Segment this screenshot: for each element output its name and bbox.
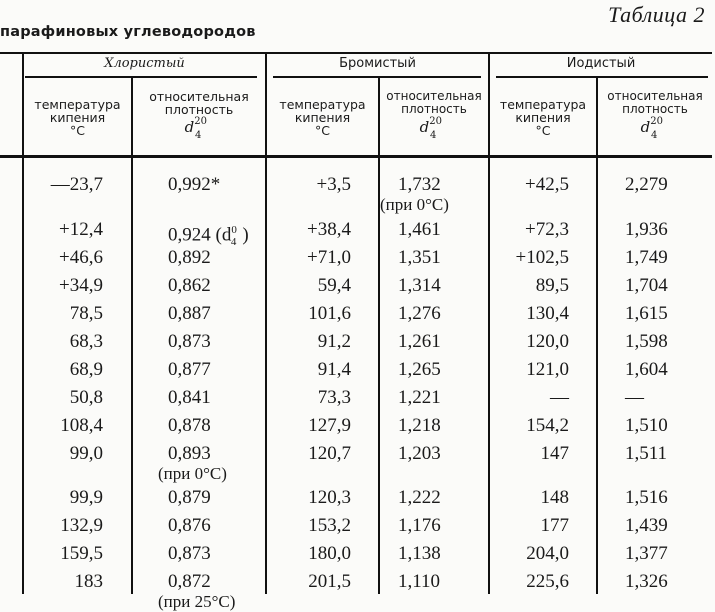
- table-subtitle: парафиновых углеводородов: [0, 24, 256, 40]
- cell-value: 1,110: [398, 571, 441, 592]
- cell-value: 0,873: [168, 331, 211, 352]
- cell-value: 1,265: [398, 359, 441, 380]
- cell-value: 2,279: [625, 174, 668, 195]
- cell-note: (при 25°C): [158, 592, 236, 611]
- symbol: d: [640, 118, 651, 136]
- table-cell-cl-d: [168, 360, 263, 380]
- table-cell-cl-d: [168, 304, 263, 324]
- density-symbol: [133, 116, 265, 141]
- cell-value: 91,2: [317, 331, 351, 352]
- table-cell-br-d: [398, 544, 478, 564]
- table-cell-cl-t: [13, 360, 103, 380]
- header-line: относительная: [607, 89, 703, 103]
- cell-value: 1,326: [625, 571, 668, 592]
- table-cell-br-d: [398, 516, 478, 536]
- superscript: 0: [231, 224, 237, 236]
- table-cell-i-t: [494, 544, 569, 564]
- table-cell-br-t: [271, 572, 351, 592]
- table-cell-i-t: [494, 572, 569, 592]
- cell-value: 1,377: [625, 543, 668, 564]
- cell-value: 1,615: [625, 303, 668, 324]
- symbol: d: [419, 118, 430, 136]
- table-cell-cl-t: [13, 220, 103, 240]
- header-line: температура: [34, 97, 121, 112]
- cell-value: 1,221: [398, 387, 441, 408]
- group-rule-brom: [273, 76, 481, 78]
- group-header-iod: Иодистый: [566, 56, 636, 71]
- sup: 20: [194, 116, 207, 127]
- table-cell-i-t: [494, 416, 569, 436]
- table-cell-i-t: [494, 444, 569, 464]
- sub: 4: [650, 130, 658, 141]
- cell-value: 1,176: [398, 515, 441, 536]
- cell-value: 101,6: [308, 303, 351, 324]
- col-header-temp-brom: [267, 98, 378, 137]
- cell-value: 0,924 (d: [168, 224, 232, 246]
- cell-value: 0,878: [168, 415, 211, 436]
- header-unit: °C: [315, 123, 330, 138]
- cell-value: 91,4: [317, 359, 351, 380]
- header-line: плотность: [622, 102, 688, 116]
- col-header-density-brom: [380, 90, 488, 141]
- cell-value: 68,9: [69, 359, 103, 380]
- table-cell-cl-t: [13, 175, 103, 195]
- table-cell-cl-t: [13, 544, 103, 564]
- table-cell-i-d: [625, 544, 705, 564]
- group-header-chlor: Хлористый: [104, 56, 185, 71]
- cell-value: 0,841: [168, 387, 211, 408]
- cell-value: 0,862: [168, 275, 211, 296]
- table-cell-i-d: [625, 516, 705, 536]
- table-cell-br-t: [271, 360, 351, 380]
- group-header-brom: Бромистый: [339, 56, 416, 71]
- header-line: плотность: [401, 102, 467, 116]
- header-line: температура: [499, 97, 587, 112]
- cell-value: 153,2: [308, 515, 351, 536]
- cell-value: +46,6: [59, 247, 103, 268]
- cell-value: 120,3: [308, 487, 351, 508]
- table-cell-i-d: [625, 360, 705, 380]
- table-cell-cl-d: [168, 388, 263, 408]
- table-cell-br-d: [398, 220, 478, 240]
- sup: 20: [429, 116, 442, 127]
- cell-value: 1,604: [625, 359, 668, 380]
- cell-value: 68,3: [69, 331, 103, 352]
- table-cell-i-t: [494, 332, 569, 352]
- table-cell-cl-t: [13, 248, 103, 268]
- cell-value: 1,203: [398, 443, 441, 464]
- table-cell-br-t: [271, 304, 351, 324]
- col-header-density-iod: [598, 90, 712, 141]
- cell-value: 1,138: [398, 543, 441, 564]
- header-unit: °C: [535, 123, 551, 138]
- cell-value: 159,5: [60, 543, 103, 564]
- cell-value: 108,4: [60, 415, 103, 436]
- table-cell-i-d: [625, 220, 705, 240]
- table-cell-cl-d: [168, 488, 263, 508]
- cell-value: 180,0: [308, 543, 351, 564]
- table-cell-br-t: [271, 488, 351, 508]
- table-cell-br-d: [380, 174, 478, 215]
- table-cell-br-t: [271, 248, 351, 268]
- cell-value: 1,218: [398, 415, 441, 436]
- cell-value: 1,314: [398, 275, 441, 296]
- table-cell-cl-t: [13, 276, 103, 296]
- cell-value: 1,598: [625, 331, 668, 352]
- cell-value: +34,9: [59, 275, 103, 296]
- group-rule-iod: [496, 76, 708, 78]
- table-cell-cl-t: [13, 488, 103, 508]
- divider-iod-inner: [596, 78, 598, 594]
- cell-value: 1,276: [398, 303, 441, 324]
- table-cell-i-d: [625, 388, 705, 408]
- cell-value: 154,2: [526, 415, 569, 436]
- col-header-density-chlor: [133, 90, 265, 141]
- cell-value: 0,876: [168, 515, 211, 536]
- cell-value: 0,992*: [168, 174, 221, 195]
- table-cell-i-d: [625, 488, 705, 508]
- table-cell-i-d: [625, 416, 705, 436]
- table-cell-cl-d: [168, 175, 263, 195]
- table-cell-i-d: [625, 248, 705, 268]
- table-cell-br-d: [398, 388, 478, 408]
- table-cell-br-t: [271, 388, 351, 408]
- cell-value: —: [550, 387, 569, 408]
- cell-value: 1,732: [398, 174, 441, 195]
- table-cell-cl-t: [13, 516, 103, 536]
- table-cell-cl-d: [168, 276, 263, 296]
- cell-value: 1,511: [625, 443, 668, 464]
- cell-value: 177: [540, 515, 569, 536]
- cell-value: 50,8: [69, 387, 103, 408]
- table-caption: Таблица 2: [608, 2, 705, 27]
- table-cell-i-t: [494, 516, 569, 536]
- top-rule: [0, 52, 712, 54]
- header-line: кипения: [49, 110, 106, 125]
- table-cell-cl-d: [168, 332, 263, 352]
- table-cell-br-t: [271, 444, 351, 464]
- header-line: температура: [279, 97, 366, 112]
- cell-value: 89,5: [535, 275, 569, 296]
- table-cell-cl-d: [168, 516, 263, 536]
- table-cell-br-d: [398, 304, 478, 324]
- table-cell-br-t: [271, 276, 351, 296]
- header-line: относительная: [386, 89, 482, 103]
- table-cell-i-t: [494, 175, 569, 195]
- cell-value: 120,7: [308, 443, 351, 464]
- table-cell-br-d: [398, 572, 478, 592]
- table-cell-cl-t: [13, 572, 103, 592]
- header-line: кипения: [294, 110, 351, 125]
- cell-value: 201,5: [308, 571, 351, 592]
- cell-value: +3,5: [316, 174, 351, 195]
- cell-value: +38,4: [307, 219, 351, 240]
- table-cell-cl-t: [13, 332, 103, 352]
- table-cell-br-t: [271, 516, 351, 536]
- table-cell-cl-d: [168, 248, 263, 268]
- table-cell-br-t: [271, 220, 351, 240]
- cell-value: 1,516: [625, 487, 668, 508]
- cell-note: (при 0°C): [158, 464, 227, 483]
- cell-value: 0,887: [168, 303, 211, 324]
- cell-value: 183: [74, 571, 103, 592]
- table-cell-br-d: [398, 248, 478, 268]
- cell-value: 132,9: [60, 515, 103, 536]
- cell-value: +71,0: [307, 247, 351, 268]
- table-cell-i-t: [494, 276, 569, 296]
- group-rule-chlor: [25, 76, 257, 78]
- table-cell-i-t: [494, 304, 569, 324]
- cell-value: 78,5: [69, 303, 103, 324]
- cell-value: 99,0: [69, 443, 103, 464]
- table-cell-i-d: [625, 444, 705, 464]
- table-cell-cl-d: [158, 571, 263, 612]
- cell-value: 0,893: [168, 443, 211, 464]
- sub: 4: [194, 130, 202, 141]
- cell-value: 1,439: [625, 515, 668, 536]
- table-cell-br-d: [398, 332, 478, 352]
- header-line: относительная: [149, 89, 249, 104]
- cell-value: 204,0: [526, 543, 569, 564]
- cell-value: 1,510: [625, 415, 668, 436]
- cell-note: (при 0°C): [380, 195, 449, 214]
- table-cell-cl-d: [158, 443, 263, 484]
- cell-value: 59,4: [317, 275, 351, 296]
- cell-value: 0,872: [168, 571, 211, 592]
- table-cell-i-d: [625, 276, 705, 296]
- cell-value: +72,3: [525, 219, 569, 240]
- table-cell-i-t: [494, 360, 569, 380]
- table-cell-cl-d: [168, 416, 263, 436]
- cell-value: —: [625, 387, 644, 408]
- table-cell-br-t: [271, 416, 351, 436]
- table-cell-br-d: [398, 488, 478, 508]
- header-unit: °C: [70, 123, 85, 138]
- cell-value: 1,461: [398, 219, 441, 240]
- cell-value: 0,879: [168, 487, 211, 508]
- header-line: кипения: [515, 110, 571, 125]
- cell-value: 120,0: [526, 331, 569, 352]
- header-bottom-rule: [0, 155, 712, 158]
- cell-value: —23,7: [50, 174, 103, 195]
- table-cell-cl-t: [13, 444, 103, 464]
- table-cell-i-t: [494, 248, 569, 268]
- table-cell-i-d: [625, 304, 705, 324]
- sup: 20: [650, 116, 663, 127]
- density-symbol: [380, 116, 488, 141]
- table-cell-i-t: [494, 220, 569, 240]
- table-cell-cl-t: [13, 416, 103, 436]
- cell-value: 73,3: [317, 387, 351, 408]
- col-header-temp-iod: [490, 98, 596, 137]
- cell-value: 1,222: [398, 487, 441, 508]
- cell-value: 99,9: [69, 487, 103, 508]
- close-paren: ): [242, 224, 249, 246]
- table-cell-i-d: [625, 572, 705, 592]
- table-cell-cl-t: [13, 388, 103, 408]
- table-cell-br-d: [398, 360, 478, 380]
- table-cell-i-t: [494, 488, 569, 508]
- cell-value: 127,9: [308, 415, 351, 436]
- table-cell-cl-t: [13, 304, 103, 324]
- cell-value: 1,351: [398, 247, 441, 268]
- subscript: 4: [230, 236, 237, 249]
- sub: 4: [429, 130, 437, 141]
- cell-value: 1,749: [625, 247, 668, 268]
- table-cell-br-d: [398, 444, 478, 464]
- cell-value: 225,6: [526, 571, 569, 592]
- cell-value: 0,873: [168, 543, 211, 564]
- cell-value: 0,892: [168, 247, 211, 268]
- cell-value: 148: [540, 487, 569, 508]
- cell-value: 1,261: [398, 331, 441, 352]
- col-header-temp-chlor: [24, 98, 131, 137]
- cell-value: 0,877: [168, 359, 211, 380]
- table-cell-br-t: [271, 175, 351, 195]
- table-cell-i-d: [625, 175, 705, 195]
- table-cell-i-t: [494, 388, 569, 408]
- symbol: d: [184, 118, 195, 136]
- table-cell-cl-d: [168, 544, 263, 564]
- cell-value: 130,4: [526, 303, 569, 324]
- table-cell-br-d: [398, 276, 478, 296]
- cell-value: 1,704: [625, 275, 668, 296]
- table-cell-br-t: [271, 544, 351, 564]
- density-symbol: [598, 116, 712, 141]
- table-cell-i-d: [625, 332, 705, 352]
- cell-value: 1,936: [625, 219, 668, 240]
- table-cell-br-d: [398, 416, 478, 436]
- divider-brom-inner: [378, 78, 380, 594]
- cell-value: +12,4: [59, 219, 103, 240]
- cell-value: 121,0: [526, 359, 569, 380]
- header-line: плотность: [164, 102, 234, 117]
- cell-value: 147: [540, 443, 569, 464]
- divider-chlor-inner: [131, 78, 133, 594]
- cell-value: +102,5: [515, 247, 569, 268]
- table-cell-br-t: [271, 332, 351, 352]
- cell-value: +42,5: [525, 174, 569, 195]
